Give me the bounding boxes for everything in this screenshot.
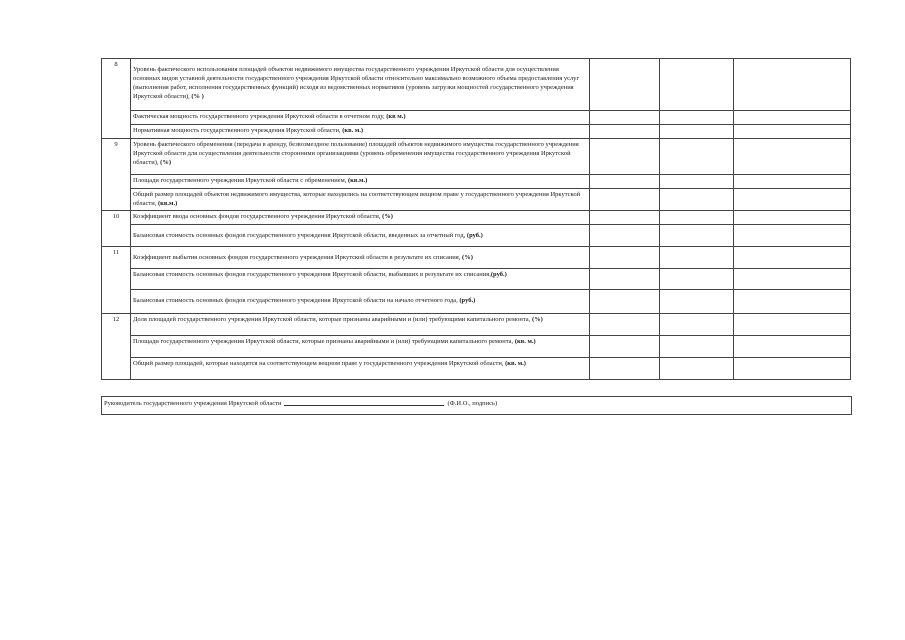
indicator-text: Уровень фактического использования площадей объектов недвижимого имущества государственного учреждения Иркутской области для осуществления основных видов уставной деятельности государственного учреждения Иркутской области относительно максимально возможного объема предоставления услуг (выполнения работ, исполнения государственных функций) исходя из ведомственных нормативов (уровень загрузки мощностей государственного учреждения Иркутской области), (% ) bbox=[131, 59, 590, 111]
indicator-text: Нормативная мощность государственного учреждения Иркутской области, (кв. м.) bbox=[131, 125, 590, 139]
indicators-table bbox=[101, 58, 851, 380]
row-number: 9 bbox=[102, 139, 131, 211]
table-row bbox=[102, 269, 851, 290]
table-row bbox=[102, 247, 851, 269]
indicator-text: Балансовая стоимость основных фондов государственного учреждения Иркутской области на начало отчетного года, (руб.) bbox=[131, 290, 590, 314]
value-cell[interactable] bbox=[734, 247, 851, 269]
value-cell[interactable] bbox=[590, 290, 660, 314]
value-cell[interactable] bbox=[590, 314, 660, 336]
table-row bbox=[102, 290, 851, 314]
value-cell[interactable] bbox=[734, 336, 851, 358]
value-cell[interactable] bbox=[734, 211, 851, 225]
indicator-text: Коэффициент выбытия основных фондов государственного учреждения Иркутской области в результате их списания, (%) bbox=[131, 247, 590, 269]
value-cell[interactable] bbox=[590, 211, 660, 225]
value-cell[interactable] bbox=[660, 358, 734, 380]
table-row bbox=[102, 314, 851, 336]
value-cell[interactable] bbox=[660, 247, 734, 269]
value-cell[interactable] bbox=[734, 125, 851, 139]
value-cell[interactable] bbox=[660, 111, 734, 125]
row-number: 8 bbox=[102, 59, 131, 139]
signature-hint: (Ф.И.О., подпись) bbox=[447, 400, 498, 407]
table-row bbox=[102, 175, 851, 189]
signature-line[interactable] bbox=[284, 397, 444, 406]
value-cell[interactable] bbox=[734, 358, 851, 380]
value-cell[interactable] bbox=[590, 247, 660, 269]
value-cell[interactable] bbox=[590, 111, 660, 125]
value-cell[interactable] bbox=[660, 336, 734, 358]
value-cell[interactable] bbox=[734, 290, 851, 314]
value-cell[interactable] bbox=[590, 175, 660, 189]
table-row bbox=[102, 139, 851, 175]
value-cell[interactable] bbox=[660, 290, 734, 314]
value-cell[interactable] bbox=[660, 175, 734, 189]
report-sheet bbox=[101, 58, 850, 413]
indicator-text: Коэффициент ввода основных фондов государственного учреждения Иркутской области, (%) bbox=[131, 211, 590, 225]
value-cell[interactable] bbox=[590, 139, 660, 175]
value-cell[interactable] bbox=[660, 125, 734, 139]
value-cell[interactable] bbox=[590, 125, 660, 139]
indicator-text: Общий размер площадей объектов недвижимого имущества, которые находились на соответствующем вещном праве у государственного учреждения Иркутской области, (кв.м.) bbox=[131, 189, 590, 211]
indicator-text: Балансовая стоимость основных фондов государственного учреждения Иркутской области, выбывших в результате их списания,(руб.) bbox=[131, 269, 590, 290]
value-cell[interactable] bbox=[734, 225, 851, 247]
value-cell[interactable] bbox=[734, 175, 851, 189]
indicator-text: Фактическая мощность государственного учреждения Иркутской области в отчетном году, (кв м.) bbox=[131, 111, 590, 125]
value-cell[interactable] bbox=[734, 111, 851, 125]
row-number: 12 bbox=[102, 314, 131, 380]
table-row bbox=[102, 111, 851, 125]
value-cell[interactable] bbox=[590, 358, 660, 380]
value-cell[interactable] bbox=[660, 59, 734, 111]
table-row bbox=[102, 211, 851, 225]
indicator-text: Общий размер площадей, которые находятся на соответствующем вещном праве у государственного учреждения Иркутской области, (кв. м.) bbox=[131, 358, 590, 380]
value-cell[interactable] bbox=[590, 269, 660, 290]
table-row bbox=[102, 59, 851, 111]
row-number: 11 bbox=[102, 247, 131, 314]
table-row bbox=[102, 358, 851, 380]
signature-footer bbox=[101, 396, 852, 415]
value-cell[interactable] bbox=[590, 225, 660, 247]
table-row bbox=[102, 125, 851, 139]
value-cell[interactable] bbox=[590, 189, 660, 211]
value-cell[interactable] bbox=[660, 225, 734, 247]
value-cell[interactable] bbox=[660, 189, 734, 211]
value-cell[interactable] bbox=[660, 314, 734, 336]
value-cell[interactable] bbox=[660, 139, 734, 175]
value-cell[interactable] bbox=[590, 59, 660, 111]
table-row bbox=[102, 189, 851, 211]
value-cell[interactable] bbox=[734, 269, 851, 290]
value-cell[interactable] bbox=[734, 59, 851, 111]
table-row bbox=[102, 225, 851, 247]
indicator-text: Уровень фактического обременения (передача в аренду, безвозмездное пользование) площадей объектов недвижимого имущества государственного учреждения Иркутской области для осуществления деятельности сторонними организациями (уровень обременения имущества государственного учреждения Иркутской области), (%) bbox=[131, 139, 590, 175]
value-cell[interactable] bbox=[734, 314, 851, 336]
indicator-text: Доля площадей государственного учреждения Иркутской области, которые признаны аварийными и (или) требующими капитального ремонта, (%) bbox=[131, 314, 590, 336]
footer-label: Руководитель государственного учреждения Иркутской области bbox=[104, 400, 282, 407]
indicator-text: Площади государственного учреждения Иркутской области, которые признаны аварийными и (или) требующими капитального ремонта, (кв. м.) bbox=[131, 336, 590, 358]
indicator-text: Площади государственного учреждения Иркутской области с обременением, (кв.м.) bbox=[131, 175, 590, 189]
value-cell[interactable] bbox=[734, 139, 851, 175]
value-cell[interactable] bbox=[590, 336, 660, 358]
row-number: 10 bbox=[102, 211, 131, 247]
value-cell[interactable] bbox=[660, 269, 734, 290]
value-cell[interactable] bbox=[660, 211, 734, 225]
value-cell[interactable] bbox=[734, 189, 851, 211]
table-row bbox=[102, 336, 851, 358]
indicator-text: Балансовая стоимость основных фондов государственного учреждения Иркутской области, введенных за отчетный год, (руб.) bbox=[131, 225, 590, 247]
